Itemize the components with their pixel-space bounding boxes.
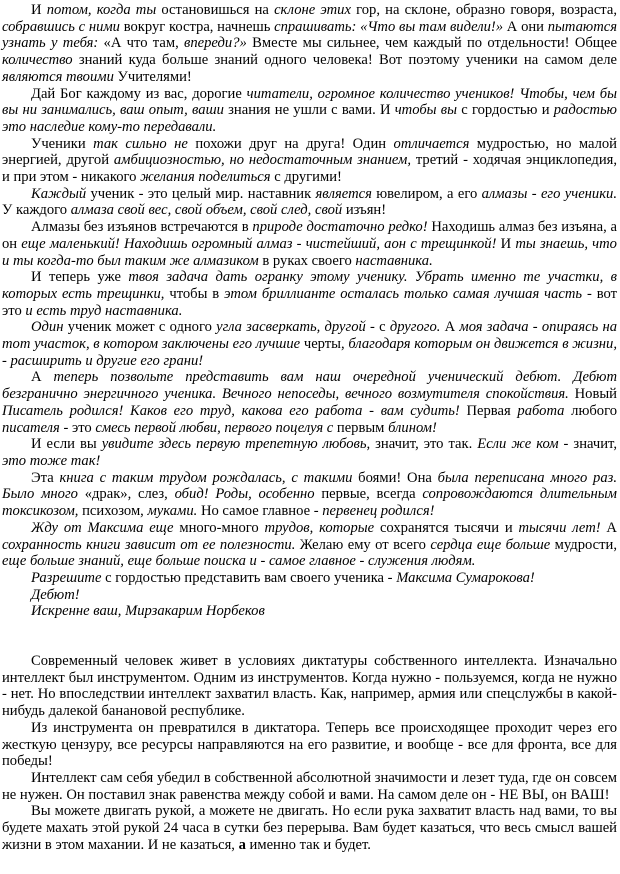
text-run: Желаю ему от всего bbox=[295, 536, 431, 553]
text-run: ученик может с одного bbox=[63, 319, 217, 336]
italic-run: количество bbox=[2, 52, 73, 69]
text-run: - bbox=[355, 553, 369, 570]
text-run: Интеллект сам себя убедил в собственной абсолютной значимости и лезет туда, где он совсем не нужен. Он поставил знак равенства между собой и вами. На самом деле он - НЕ ВЫ, он ВАШ! bbox=[2, 769, 617, 803]
italic-run: амбициозностью, но недостаточным знанием, bbox=[113, 152, 412, 169]
text-run: в руках своего bbox=[258, 252, 356, 269]
italic-run: спрашивать: «Что вы там видели!» bbox=[274, 18, 504, 35]
italic-run: наставника. bbox=[355, 252, 433, 269]
italic-run: Если же ком bbox=[477, 436, 559, 453]
text-run: Но самое главное - bbox=[197, 503, 323, 520]
italic-run: благодаря которым он движется в жизни, - расширить и другие его грани! bbox=[2, 336, 617, 369]
italic-run: склоне этих bbox=[274, 2, 351, 18]
text-run: с гордостью и bbox=[457, 102, 554, 119]
italic-run: этом бриллианте осталась только самая лучшая часть bbox=[224, 285, 583, 302]
italic-run: потом, когда ты bbox=[46, 2, 157, 18]
italic-run: алмаза свой вес, свой объем, свой след, свой bbox=[70, 202, 343, 219]
text-run: чтобы в bbox=[164, 285, 225, 302]
text-run: похожи друг на друга! Один bbox=[187, 135, 394, 152]
italic-run: работа bbox=[517, 402, 565, 419]
signature-line bbox=[2, 587, 617, 604]
text-run: А bbox=[600, 519, 617, 536]
text-run: И bbox=[31, 2, 47, 18]
text-run: мудрости, bbox=[550, 536, 617, 553]
italic-run: Дебют! bbox=[31, 586, 80, 603]
preface-paragraph bbox=[2, 470, 617, 520]
text-run: Вместе мы сильнее, чем каждый по отдельности! Общее bbox=[246, 35, 617, 52]
italic-run: еще больше знаний, еще больше поиска и bbox=[2, 553, 257, 570]
italic-run: книга с таким трудом рождалась, с такими bbox=[59, 469, 353, 486]
text-run: именно так и будет. bbox=[245, 836, 371, 853]
italic-run: являются твоими bbox=[2, 68, 114, 85]
text-run: ученик - это целый мир. наставник bbox=[86, 185, 316, 202]
italic-run: природе достаточно редко! bbox=[252, 219, 428, 236]
italic-run: увидите здесь первую трепетную любовь, bbox=[101, 436, 371, 453]
preface-paragraph bbox=[2, 436, 617, 469]
text-run: Новый bbox=[568, 386, 617, 403]
italic-run: сохранность книги зависит от ее полезности. bbox=[2, 536, 296, 553]
preface-paragraph bbox=[2, 2, 617, 86]
italic-run: муками. bbox=[147, 503, 198, 520]
italic-run: пытаются узнать у тебя: bbox=[2, 18, 617, 52]
italic-run: Один bbox=[31, 319, 64, 336]
text-run: знания не ушли с вами. И bbox=[223, 102, 395, 119]
main-paragraph bbox=[2, 653, 617, 720]
italic-run: другого. bbox=[389, 319, 441, 336]
italic-run: трудов, которые bbox=[264, 519, 375, 536]
italic-run: Искренне ваш, Мирзакарим Норбеков bbox=[31, 603, 265, 620]
text-run: Из инструмента он превратился в диктатора. Теперь все происходящее проходит через его жесткую цензуру, все ресурсы направляются на его развитие, и вообще - все для фронта, все для победы! bbox=[2, 719, 617, 770]
text-run: А они bbox=[503, 18, 548, 35]
text-run: первым bbox=[333, 419, 389, 436]
text-run: Вы можете двигать рукой, а можете не двигать. Но если рука захватит власть над вами, то вы будете махать этой рукой 24 часа в сутки без перерыва. Вам будет казаться, что весь смысл вашей жизни в этом махании. И не казаться, bbox=[2, 803, 617, 853]
preface-paragraph bbox=[2, 319, 617, 369]
italic-run: радостью это наследие кому-то передавали. bbox=[2, 102, 617, 135]
text-run: - это bbox=[59, 419, 96, 436]
text-run: ювелиром, а его bbox=[371, 185, 482, 202]
text-run: Алмазы без изъянов встречаются в bbox=[31, 219, 253, 236]
italic-run: Писатель родился! Каков его труд, какова его работа - вам судить! bbox=[2, 402, 460, 419]
italic-run: собравшись с ними bbox=[2, 18, 120, 35]
italic-run: блином! bbox=[388, 419, 437, 436]
text-run: знаний куда больше знаний одного человека! Вот поэтому ученики на самом деле bbox=[72, 52, 617, 69]
italic-run: самое главное bbox=[269, 553, 356, 570]
italic-run: Жду от Максима еще bbox=[31, 519, 174, 536]
italic-run: еще маленький! Находишь огромный алмаз - чистейший, аон с трещинкой! bbox=[21, 235, 497, 252]
text-run: третий - ходячая энциклопедия, и при этом - никакого bbox=[2, 152, 618, 186]
italic-run: чтобы вы bbox=[394, 102, 457, 119]
italic-run: обид! Роды, особенно bbox=[174, 486, 315, 503]
italic-run: Разрешите bbox=[31, 569, 102, 586]
text-run: мудростью, но малой энергией, другой bbox=[2, 135, 617, 169]
italic-run: была переписана много раз. Было много bbox=[2, 469, 617, 503]
main-paragraph bbox=[2, 770, 617, 803]
text-run: Ученики bbox=[31, 135, 94, 152]
text-run: Эта bbox=[31, 469, 60, 486]
preface-paragraph bbox=[2, 186, 617, 219]
italic-run: теперь позвольте представить вам наш очередной ученический дебют. Дебют безгранично энергичного ученика. Вечного непоседы, вечного возмутителя спокойствия. bbox=[2, 369, 617, 403]
preface-paragraph bbox=[2, 136, 617, 186]
text-run: Современный человек живет в условиях диктатуры собственного интеллекта. Изначально интеллект был инструментом. Одним из инструментов. Когда нужно - пользуемся, когда не нужно - нет. Но впоследствии интеллект захватил власть. Как, например, армия или спецслужбы в какой-нибудь далекой банановой республике. bbox=[2, 653, 617, 720]
preface-paragraph bbox=[2, 86, 617, 136]
italic-run: моя задача - опираясь на тот участок, в котором заключены его лучшие bbox=[2, 319, 617, 353]
preface-section bbox=[2, 2, 617, 620]
italic-run: желания поделиться bbox=[140, 169, 271, 186]
preface-paragraph bbox=[2, 219, 617, 269]
text-run: И bbox=[496, 235, 516, 252]
text-run: первые, всегда bbox=[314, 486, 423, 503]
signature-line bbox=[2, 603, 617, 620]
text-run: черты, bbox=[300, 336, 349, 353]
text-run: Учителями! bbox=[113, 68, 192, 85]
text-run: - вот это bbox=[2, 285, 617, 319]
text-run: с другими! bbox=[270, 169, 342, 186]
text-run: «А что там, bbox=[98, 35, 185, 52]
italic-run: и есть труд наставника. bbox=[25, 302, 183, 319]
text-run: много-много bbox=[173, 519, 265, 536]
italic-run: Каждый bbox=[31, 185, 87, 202]
main-paragraph bbox=[2, 720, 617, 770]
preface-paragraph bbox=[2, 520, 617, 570]
italic-run: это тоже так! bbox=[2, 452, 101, 469]
text-run: - с bbox=[365, 319, 390, 336]
text-run: А bbox=[440, 319, 460, 336]
italic-run: писателя bbox=[2, 419, 60, 436]
text-run: изъян! bbox=[342, 202, 387, 219]
text-run: - значит, bbox=[558, 436, 617, 453]
text-run: вокруг костра, начнешь bbox=[119, 18, 275, 35]
text-run: остановишься на bbox=[156, 2, 275, 18]
text-run: Первая bbox=[459, 402, 518, 419]
italic-run: ты знаешь, что и ты когда-то был таким же алмазиком bbox=[2, 235, 617, 269]
text-run: А bbox=[31, 369, 54, 386]
text-run: значит, это так. bbox=[370, 436, 478, 453]
text-run: И если вы bbox=[31, 436, 102, 453]
italic-run: сопровождаются длительным токсикозом, bbox=[2, 486, 617, 520]
italic-run: Максима Сумарокова! bbox=[396, 569, 535, 586]
text-run: психозом, bbox=[78, 503, 148, 520]
main-paragraph bbox=[2, 803, 617, 853]
italic-run: угла засверкать, другой bbox=[216, 319, 366, 336]
italic-run: смесь первой любви, первого поцелуя с bbox=[95, 419, 334, 436]
preface-paragraph bbox=[2, 369, 617, 436]
text-run: И теперь уже bbox=[31, 269, 129, 286]
main-section bbox=[2, 653, 617, 853]
bold-run: а bbox=[238, 836, 246, 853]
text-run: Находишь алмаз без изъяна, а он bbox=[2, 219, 617, 252]
text-run: сохранятся тысячи и bbox=[374, 519, 519, 536]
italic-run: отличается bbox=[393, 135, 470, 152]
preface-paragraph bbox=[2, 269, 617, 319]
text-run: боями! Она bbox=[352, 469, 438, 486]
preface-paragraph bbox=[2, 570, 617, 587]
italic-run: впереди?» bbox=[184, 35, 247, 52]
italic-run: твоя задача дать огранку этому ученику. Убрать именно те участки, в которых есть трещинки, bbox=[2, 269, 617, 302]
italic-run: тысячи лет! bbox=[518, 519, 601, 536]
italic-run: первенец родился! bbox=[322, 503, 435, 520]
text-run: - bbox=[256, 553, 270, 570]
italic-run: алмазы - его ученики. bbox=[481, 185, 617, 202]
italic-run: читатели, огромное количество учеников! Чтобы, чем бы вы ни занимались, ваш опыт, ваши bbox=[2, 85, 617, 119]
text-run: с гордостью представить вам своего ученика - bbox=[101, 569, 397, 586]
text-run: «драк», слез, bbox=[77, 486, 175, 503]
italic-run: является bbox=[315, 185, 372, 202]
section-gap bbox=[2, 620, 617, 653]
text-run: Дай Бог каждому из вас, дорогие bbox=[31, 85, 247, 102]
text-run: гор, на склоне, образно говоря, возраста, bbox=[350, 2, 617, 18]
italic-run: служения людям. bbox=[368, 553, 476, 570]
text-run: любого bbox=[564, 402, 618, 419]
text-run: У каждого bbox=[2, 202, 71, 219]
italic-run: сердца еще больше bbox=[430, 536, 551, 553]
italic-run: так сильно не bbox=[93, 135, 188, 152]
